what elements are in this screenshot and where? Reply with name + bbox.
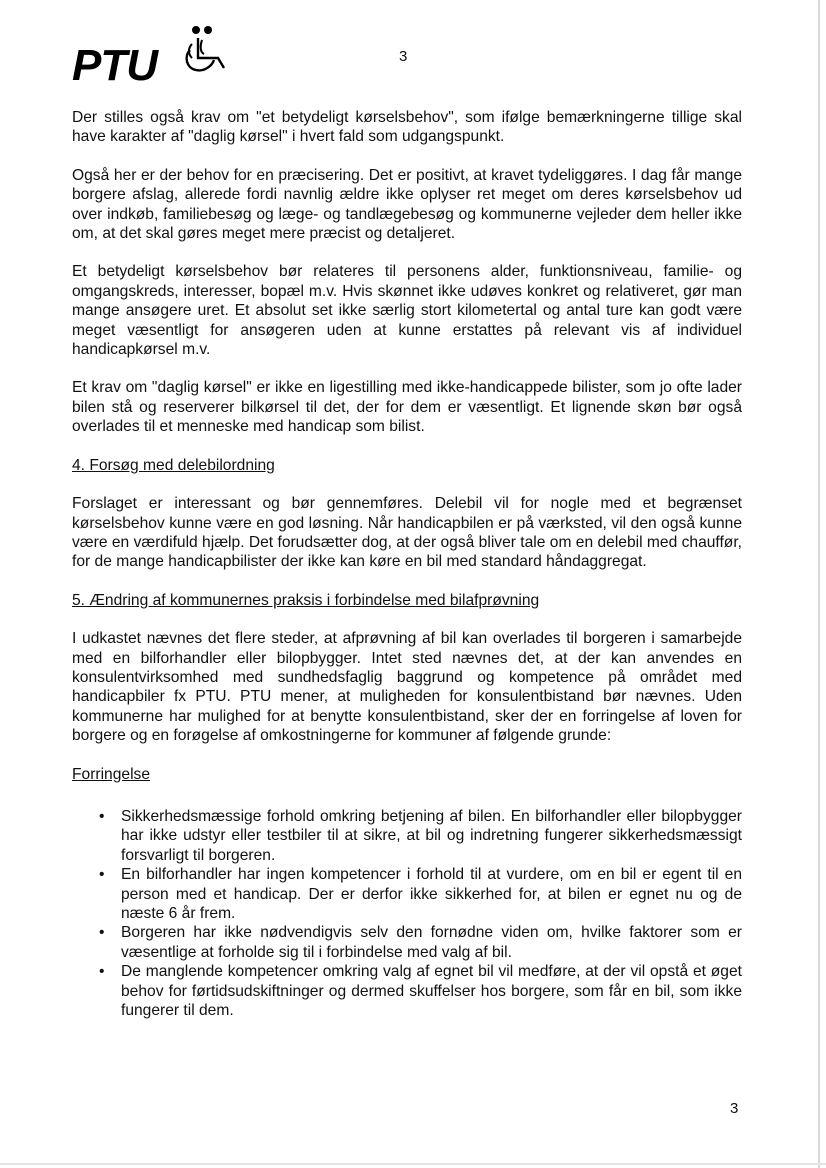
paragraph: Et betydeligt kørselsbehov bør relateres til personens alder, funktionsniveau, familie- og omgangskreds, interesser, bopæl m.v. Hvis skønnet ikke udøves konkret og relativeret, gør man mange ansøgere uret. Et absolut set ikke særlig stort kilometertal og antal ture kan godt være meget væsentligt for ansøgeren uden at kunne erstattes på relevant vis af individuel handicapkørsel m.v.	[72, 263, 742, 359]
bullet-list	[72, 807, 742, 1020]
paragraph: I udkastet nævnes det flere steder, at afprøvning af bil kan overlades til borgeren i samarbejde med en bilforhandler eller bilopbygger. Intet sted nævnes det, at der kan anvendes en konsulentvirksomhed med sundhedsfaglig baggrund og kompetence på området med handicapbiler fx PTU. PTU mener, at muligheden for konsulentbistand bør nævnes. Uden kommunerne har mulighed for at benytte konsulentbistand, sker der en forringelse af loven for borgere og en forøgelse af omkostningerne for kommuner af følgende grunde:	[72, 630, 742, 745]
logo-wordmark: PTU	[72, 41, 157, 90]
list-item: • Sikkerhedsmæssige forhold omkring betjening af bilen. En bilforhandler eller bilopbygger har ikke udstyr eller testbiler til at sikre, at bil og indretning fungerer sikkerhedsmæssigt forsvarligt til borgeren.	[121, 807, 742, 865]
page-number-top: 3	[399, 48, 408, 65]
paragraph: Et krav om "daglig kørsel" er ikke en ligestilling med ikke-handicappede bilister, som jo ofte lader bilen stå og reserverer bilkørsel til det, der for dem er væsentligt. Et lignende skøn bør også overlades til et menneske med handicap som bilist.	[72, 379, 742, 436]
section-heading-5: 5. Ændring af kommunernes praksis i forbindelse med bilafprøvning	[72, 591, 540, 609]
list-item: • En bilforhandler har ingen kompetencer i forhold til at vurdere, om en bil er egent til en person med et handicap. Der er derfor ikke sikkerhed for, at bilen er egnet nu og de næste 6 år frem.	[121, 865, 742, 923]
list-item: • Borgeren har ikke nødvendigvis selv den fornødne viden om, hvilke faktorer som er væsentlige at forholde sig til i forbindelse med valg af bil.	[121, 923, 742, 962]
section-heading-4: 4. Forsøg med delebilordning	[72, 456, 275, 474]
paragraph: Også her er der behov for en præcisering. Det er positivt, at kravet tydeliggøres. I dag får mange borgere afslag, allerede fordi navnlig ældre ikke oplyser ret meget om deres kørselsbehov ud over indkøb, familiebesøg og læge- og tandlægebesøg og kommunerne vejleder dem heller ikke om, at det skal gøres meget mere præcist og detaljeret.	[72, 166, 742, 243]
paragraph: Forslaget er interessant og bør gennemføres. Delebil vil for nogle med et begrænset kørselsbehov kunne være en god løsning. Når handicapbilen er på værksted, vil den også kunne være en værdifuld hjælp. Det forudsætter dog, at der også bliver tale om en delebil med chauffør, for de mange handicapbilister der ikke kan køre en bil med standard håndaggregat.	[72, 495, 742, 571]
scan-edge-line	[818, 0, 820, 1168]
subheading-forringelse: Forringelse	[72, 765, 150, 783]
paragraph: Der stilles også krav om "et betydeligt kørselsbehov", som ifølge bemærkningerne tillige skal have karakter af "daglig kørsel" i hvert fald som udgangspunkt.	[72, 109, 742, 146]
page-number-bottom: 3	[730, 1100, 739, 1117]
scan-edge-line	[0, 1163, 826, 1165]
list-item: • De manglende kompetencer omkring valg af egnet bil vil medføre, at der vil opstå et øget behov for førtidsudskiftninger og dermed skuffelser hos borgere, som får en bil, som ikke fungerer til dem.	[121, 962, 742, 1020]
ptu-logo	[72, 20, 252, 92]
document-body	[72, 108, 742, 1020]
